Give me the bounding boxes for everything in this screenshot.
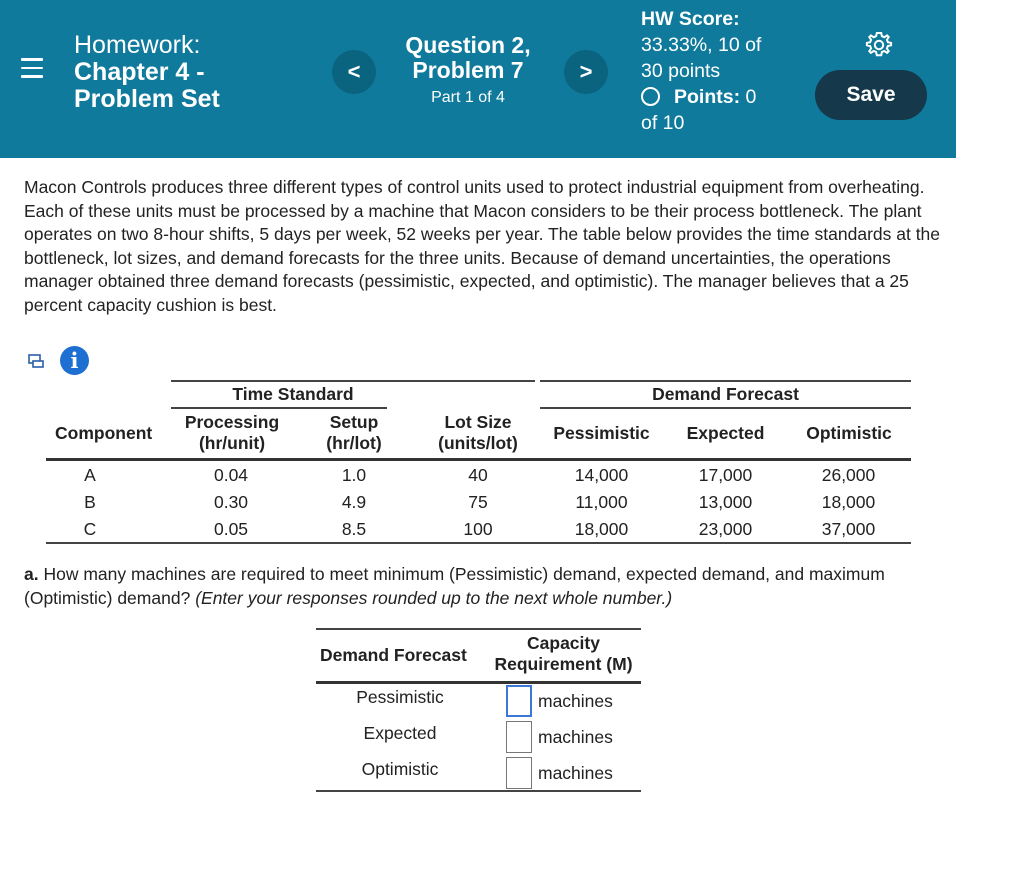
- next-question-button[interactable]: [564, 50, 608, 94]
- homework-title-line3: Problem Set: [74, 85, 220, 113]
- col-setup: [308, 412, 400, 454]
- answer-col-capacity-line2: Requirement (M): [494, 654, 633, 674]
- col-expected: Expected: [686, 423, 765, 443]
- answer-col-forecast: Demand Forecast: [320, 645, 467, 665]
- gear-icon[interactable]: [864, 30, 894, 60]
- cell-processing: 0.05: [213, 519, 249, 539]
- question-title-line1: Question 2,: [405, 32, 531, 58]
- answer-col-capacity-line1: Capacity: [527, 633, 600, 653]
- cell-expected: 17,000: [698, 465, 753, 485]
- header-bar: [0, 0, 956, 158]
- points-of: of 10: [641, 112, 685, 134]
- hw-score-panel: [641, 6, 801, 136]
- header-rule: [46, 458, 911, 461]
- question-text: [24, 563, 924, 610]
- pin-icon[interactable]: [28, 354, 44, 368]
- question-body: How many machines are required to meet minimum (Pessimistic) demand, expected demand, and maximum (Optimistic) demand?: [24, 564, 885, 608]
- info-icon[interactable]: i: [60, 346, 89, 375]
- answer-table: [316, 628, 641, 793]
- answer-top-rule: [316, 628, 641, 630]
- col-lot-size: [428, 412, 528, 454]
- top-rule-demand: [540, 380, 911, 382]
- points-value: 0: [745, 86, 757, 108]
- question-title: [398, 33, 538, 107]
- optimistic-machines-input[interactable]: [506, 757, 532, 789]
- cell-component: C: [83, 519, 97, 539]
- answer-unit: machines: [538, 763, 613, 783]
- col-setup-line2: (hr/lot): [326, 433, 382, 453]
- cell-setup: 1.0: [341, 465, 367, 485]
- points-label: Points:: [674, 86, 741, 108]
- cell-pessimistic: 18,000: [574, 519, 629, 539]
- hamburger-menu-icon[interactable]: [21, 58, 43, 78]
- save-button[interactable]: Save: [815, 70, 927, 120]
- cell-lot-size: 100: [463, 519, 493, 539]
- col-pessimistic: Pessimistic: [553, 423, 650, 443]
- previous-question-button[interactable]: [332, 50, 376, 94]
- answer-label: Pessimistic: [356, 687, 444, 707]
- cell-processing: 0.04: [213, 465, 249, 485]
- cell-lot-size: 40: [468, 465, 488, 485]
- answer-unit: machines: [538, 691, 613, 711]
- points-circle-icon: [641, 87, 660, 106]
- cell-pessimistic: 14,000: [574, 465, 629, 485]
- homework-title-line1: Homework:: [74, 31, 201, 59]
- chevron-left-icon: <: [347, 59, 361, 84]
- hw-score-line2: 30 points: [641, 60, 721, 82]
- cell-component: B: [84, 492, 96, 512]
- cell-setup: 4.9: [341, 492, 367, 512]
- answer-label: Optimistic: [361, 759, 439, 779]
- col-setup-line1: Setup: [329, 412, 379, 432]
- homework-title: [74, 32, 220, 113]
- answer-unit: machines: [538, 727, 613, 747]
- cell-processing: 0.30: [213, 492, 249, 512]
- group-time-standard: Time Standard: [232, 384, 354, 404]
- answer-header-rule: [316, 681, 641, 684]
- cell-component: A: [84, 465, 96, 485]
- question-label: a.: [24, 564, 39, 584]
- bottom-rule: [46, 542, 911, 544]
- chevron-right-icon: >: [579, 59, 593, 84]
- pessimistic-machines-input[interactable]: [506, 685, 532, 717]
- rule-under-demand-forecast: [540, 407, 911, 409]
- homework-title-line2: Chapter 4 -: [74, 58, 205, 86]
- hw-score-label: HW Score:: [641, 8, 740, 30]
- cell-lot-size: 75: [468, 492, 488, 512]
- question-part: Part 1 of 4: [431, 89, 505, 106]
- cell-optimistic: 37,000: [821, 519, 876, 539]
- col-lot-line2: (units/lot): [438, 433, 518, 453]
- cell-setup: 8.5: [341, 519, 367, 539]
- cell-expected: 23,000: [698, 519, 753, 539]
- answer-bottom-rule: [316, 790, 641, 792]
- group-demand-forecast: Demand Forecast: [652, 384, 799, 404]
- cell-optimistic: 18,000: [821, 492, 876, 512]
- col-processing-line2: (hr/unit): [198, 433, 266, 453]
- cell-optimistic: 26,000: [821, 465, 876, 485]
- problem-statement: Macon Controls produces three different types of control units used to protect industrial equipment from overheating. Each of these units must be processed by a machine that Macon considers to be their process bottleneck. The plant operates on two 8-hour shifts, 5 days per week, 52 weeks per year. The table below provides the time standards at the bottleneck, lot sizes, and demand forecasts for the three units. Because of demand uncertainties, the operations manager obtained three demand forecasts (pessimistic, expected, and optimistic). The manager believes that a 25 percent capacity cushion is best.: [24, 177, 941, 315]
- top-rule-time: [171, 380, 535, 382]
- cell-pessimistic: 11,000: [575, 492, 628, 512]
- col-component: Component: [55, 423, 153, 443]
- question-title-line2: Problem 7: [412, 57, 524, 83]
- question-hint: (Enter your responses rounded up to the next whole number.): [195, 587, 673, 608]
- answer-col-capacity: [486, 633, 641, 675]
- hw-score-line1: 33.33%, 10 of: [641, 34, 762, 56]
- answer-label: Expected: [363, 723, 437, 743]
- col-optimistic: Optimistic: [806, 423, 892, 443]
- col-processing-line1: Processing: [184, 412, 280, 432]
- col-processing: [171, 412, 293, 454]
- cell-expected: 13,000: [698, 492, 753, 512]
- expected-machines-input[interactable]: [506, 721, 532, 753]
- rule-under-time-standard: [171, 407, 387, 409]
- col-lot-line1: Lot Size: [444, 412, 512, 432]
